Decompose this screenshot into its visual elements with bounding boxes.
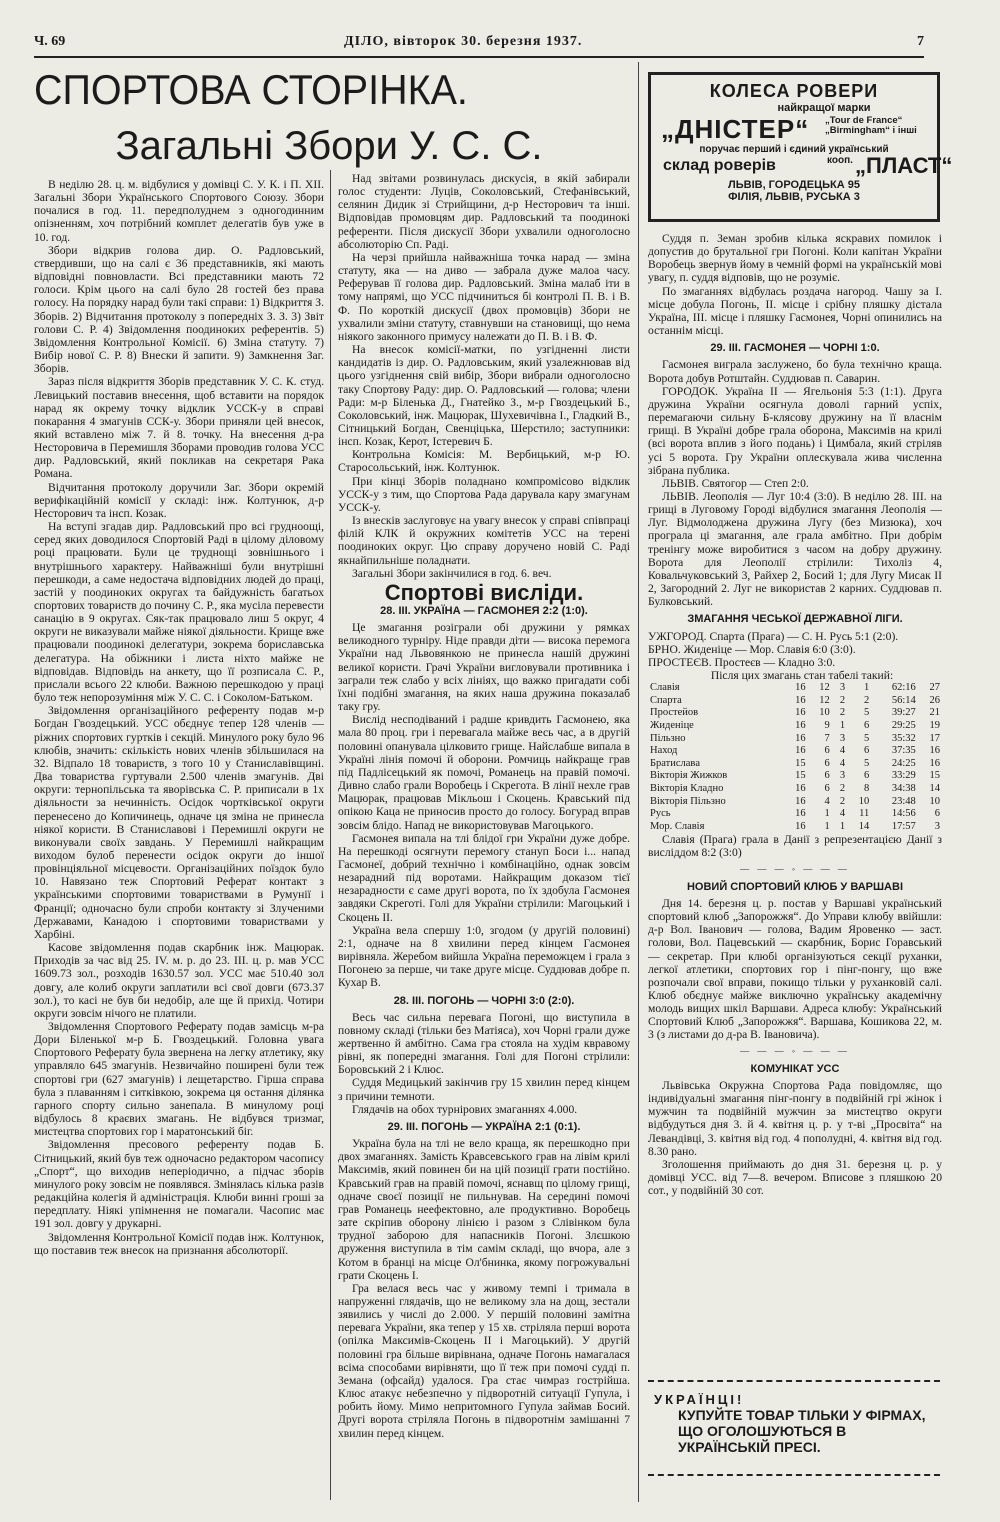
team-name: Наход: [650, 745, 678, 757]
table-cell: 26: [929, 694, 940, 706]
table-cell: 10: [819, 707, 830, 719]
paragraph: Гра велася весь час у живому темпі і тримала в напруженні глядачів, що не великому зла на дощ, зестали зявились у числі до 2.000. У першій половині замітна перевага України, яка тепер у 15 хв. стріляла перші ворота (опілка Максимів-Скоцень II і Магоцький). У другій половині гра більше вирівнана, одначе Погонь намагалася всіма способами вирівняти, що її теж при помочі судді п. Земана (офсайд) удалося. Гра стає чимраз гострійша. Клюс атакує небезпечно у підворотній ситуації Гупула, і робить йому. Мимо непритомного Гупула займав Босий. Другі ворота стріляла Погонь в підворотнім замішанні 7 хвилин перед кінцем.: [338, 1281, 630, 1440]
table-cell: 62:16: [891, 682, 916, 694]
league-table: [648, 682, 942, 833]
team-name: Русь: [650, 808, 671, 820]
column-rule: [330, 170, 331, 1500]
match-heading: 28. III. ПОГОНЬ — ЧОРНІ 3:0 (2:0).: [393, 994, 575, 1007]
ad-subline: найкращої марки: [777, 102, 871, 114]
table-cell: 14:56: [891, 808, 916, 820]
paragraph: ГОРОДОК. Україна II — Ягельонія 5:3 (1:1). Друга дружина України осягнула доволі гарний успіх, перемагаючи сильну Б-клясову дружину на її власнім грищі. В Україні добре грала оборона, Максимів на крилі (всі ворота вплив з його подань) і Цимбала, який стріляв усі 5 ворота. Гру України оплескувала жива численна зібрана публика.: [648, 384, 942, 477]
table-cell: 3: [839, 732, 846, 744]
league-table-row: [648, 682, 942, 695]
table-cell: 15: [795, 757, 806, 769]
paragraph: В неділю 28. ц. м. відбулися у домівці С. У. К. і П. XII. Загальні Збори Українського Спортового Союзу. Збори почалися в год. 11. передполуднем з одногодинним опізненням, хоч потрібний комплет делегатів був уже в 10. год.: [34, 178, 324, 244]
team-name: Мор. Славія: [650, 820, 705, 832]
article-column-2: [338, 172, 630, 1498]
paragraph: Весь час сильна перевага Погоні, що виступила в повному складі (тільки без Матіяса), хоч Чорні грали дуже жертвенно й амбітно. Сама гра стояла на худім квравому рівні, як попередні змагання. Голі для Погоні стрілили: Боровський 2 і Клюс.: [338, 1010, 630, 1077]
table-cell: 23:48: [891, 795, 916, 807]
table-cell: 8: [864, 782, 870, 794]
paragraph: Глядачів на обох турнірових змаганнях 4.000.: [352, 1102, 578, 1116]
table-cell: 16: [795, 782, 806, 794]
table-cell: 1: [824, 820, 830, 832]
ad-address-2: ФІЛІЯ, ЛЬВІВ, РУСЬКА 3: [728, 191, 860, 203]
league-table-row: [648, 770, 942, 783]
paragraph: Відчитання протоколу доручили Заг. Збори окремій верифікаційній комісії у складі: інж. Колтунюк, д-р Несторович та інсп. Козак.: [34, 480, 324, 520]
paragraph: Україна вела спершу 1:0, згодом (у другій половині) 2:1, одначе на 8 хвилини перед кінцем Гасмонея вирівняла. Жеребом вийшла Україна переможцем і грала з Погонею за перше, чи таке друге місце. Суддював добре п. Кухар В.: [338, 923, 630, 990]
table-cell: 11: [859, 808, 870, 820]
paragraph: Звідомлення пресового референту подав Б. Сітницький, який був теж одночасно редактором часопису „Спорт“, що виходив неперіодично, а підчас зборів минулого року зовсім не появлявся. Змінялась кілька разів редакційна колегія й адміністрація. Клюби винні гроші за передплату. Ніякі упімнення не помагали. Часопис має 191 зол. довгу у друкарні.: [34, 1138, 324, 1231]
paragraph: ЛЬВІВ. Леополія — Луг 10:4 (3:0). В неділю 28. III. на грищі в Луговому Городі відбулися змагання Леополія — Луг. Відмолоджена дружина Лугу (без Мизюка), хоч програла ці змагання, але грала амбітно. При добрім тренінгу може виробитися з часом на добру дружину. Ворота для Леополії стрілили: Тихоліз 4, Ковальчуковський 3, Райхер 2, Босий 1; для Лугу Мисак II 2, Загородний 2. Луг не використав 2 карних. Суддював п. Булковський.: [648, 489, 942, 609]
table-cell: 27: [929, 682, 940, 694]
paragraph: Загальні Збори закінчилися в год. 6. веч.: [352, 566, 552, 580]
paragraph: Гасмонея випала на тлі блідої гри України дуже добре. На перешкоді осягнути перемогу стануп Боси і... напад Гасмонеї, добрий технічно і комбінаційно, однак зовсім незарадний під воротами. Найкращим доказом тієї незарадности є саме другі ворота, по їх здобула Гасмонея завдяки Скреготі. Голі для України стрілили: Магоцький і Скоцень II.: [338, 831, 630, 924]
newspaper-masthead: ДІЛО, вівторок 30. березня 1937.: [344, 34, 583, 49]
table-cell: 3: [934, 820, 940, 832]
table-cell: 9: [824, 719, 830, 731]
table-cell: 7: [824, 732, 830, 744]
match-heading: 29. III. ГАСМОНЕЯ — ЧОРНІ 1:0.: [710, 342, 880, 355]
league-table-row: [648, 796, 942, 809]
table-cell: 3: [839, 682, 846, 694]
club-heading: НОВИЙ СПОРТОВИЙ КЛЮБ У ВАРШАВІ: [686, 880, 904, 893]
table-cell: 6: [824, 745, 830, 757]
table-cell: 1: [864, 682, 870, 694]
column-rule: [638, 62, 639, 1502]
table-cell: 15: [795, 770, 806, 782]
paragraph: Україна була на тлі не вело краща, як перешкодно при двох змаганнях. Замість Кравсевського грав на лівім крилі Максимів, який повинен би на цій позиції грати постійно. Кравський грав на правій помочі, яснавщ по цілому грищі, одначе своєї позиції не пильнував. На середині помочі грав Романець неефектовно, але продуктивно. Воробець зате скріпив оборону лінією і разом з Слівінком була трудної заборою для напасників Погоні. Злєшкою друження виступила в тім самім складі, що вчора, але з Котом в бранці на місце Ол'бнинка, якому погрожувальні грати Скоцень I.: [338, 1137, 630, 1282]
table-cell: 34:38: [891, 782, 916, 794]
bicycle-advertisement: [648, 72, 953, 222]
paragraph: Гасмонея виграла заслужено, бо була технічно краща. Ворота добув Ротштайн. Суддював п. Саварин.: [648, 358, 942, 385]
paragraph: Звідомлення Контрольної Комісії подав інж. Колтунюк, що поставив теж внесок на признання абсолюторії.: [34, 1230, 324, 1257]
buy-ukrainian-advertisement: [648, 1380, 940, 1476]
league-table-row: [648, 821, 942, 834]
league-table-row: [648, 695, 942, 708]
league-table-row: [648, 720, 942, 733]
team-name: Вікторія Жижков: [650, 770, 728, 782]
table-cell: 6: [824, 770, 830, 782]
match-heading: 28. III. УКРАЇНА — ГАСМОНЕЯ 2:2 (1:0).: [380, 605, 588, 617]
paragraph: Збори відкрив голова дир. О. Радловський, ствердивши, що на салі є 36 представників, які мають відповідні повновласти. Всі представники мають 72 голоси. Крім цього на салі було 28 гостей без права голосу. На порядку нарад були такі справи: 1) Відкриття З. Зборів. 2) Відчитання протоколу з попередніх З. З. 3) Звіт голови С. Р. 4) Звідомлення поодиноких референтів. 5) Звідомлення Контрольної Комісії. 6) Зміна статуту. 7) Вибір нової С. Р. 8) Внески й запити. 9) Замкнення Заг. Зборів.: [34, 243, 324, 376]
table-cell: 17: [929, 732, 940, 744]
table-cell: 16: [795, 732, 806, 744]
table-cell: 16: [795, 820, 806, 832]
table-cell: 5: [864, 732, 870, 744]
table-cell: 19: [929, 719, 940, 731]
table-cell: 16: [795, 745, 806, 757]
league-table-row: [648, 808, 942, 821]
table-cell: 2: [864, 694, 870, 706]
paragraph: Вислід несподіваний і радше кривдить Гасмонею, яка мала 80 проц. гри і перевагала майже весь час, а в другій половині опанувала цілковито грище. Найслабше випала в Україні лінія помочі й оборони. Ромчиць найкраще грав під Падлісецький як помочі, Романець на правій помочі. Дивно слабо грали Воробець і Скрегота. В лінії нехле грав Мацюрак, працював Мікльош і Скоцень. Кравський під опікою Каца не приносив просто до голосу. Богурад вправ зовсім блідо. Напад не використовував Магоцького.: [338, 713, 630, 832]
communique-heading: КОМУНІКАТ УСС: [750, 1062, 840, 1075]
table-cell: 16: [795, 795, 806, 807]
table-cell: 10: [929, 795, 940, 807]
team-name: Братиславa: [650, 757, 701, 769]
table-cell: 6: [824, 757, 830, 769]
paragraph: Звідомлення організаційного референту подав м-р Богдан Гвоздецький. УСС обєднує тепер 128 членів — ріжних спортових гуртків і секцій. Минулого року було 96 клюбів, значить: скількість нових членів збільшилася на 32. Відпало 18 товариств, з того 10 у Станиславівщині. Два товариства гуртували 2.500 членів змагунів. Дві округи: тернопільська та яворівська С. Р. приписали в 1х діяльности за нечинність. Осідок чортківської округи перенесено до Копичинець, одначе ця зміна не принесла ніякої користи. В Станиславові і Перемишлі округи не виконували своїх завдань. У Перемишлі найкращим виходом булоб перенести осідок округи до іншої провінціяльної місцевости. Організаційних поїздок було 10. Навязано теж Спортовий Реферат контакт з українськими спортовими товариствами в Румунії і Франції; одночасно були спроби контакту зі Злученими Державами, Канадою і спортовими товариствами у Харбіні.: [34, 704, 324, 941]
table-cell: 14: [929, 782, 940, 794]
page-header: [34, 34, 924, 56]
paragraph: Суддя п. Земан зробив кілька яскравих помилок і допустив до брутальної гри Погоні. Коли капітан України Воробець звернув йому в чемній формі на українській мові увагу, п. суддя відповів, що не розуміє.: [648, 232, 942, 285]
table-cell: 2: [839, 795, 846, 807]
table-cell: 6: [864, 745, 870, 757]
table-cell: 4: [839, 745, 846, 757]
paragraph: Над звітами розвинулась дискусія, в якій забирали голос студенти: Луців, Соколовський, Стефанівський, селянин Дидик зі Стрийщини, д-р Несторович та інші. Відповідав промовцям дир. Радловський та поодинокі референти. Після дискусії Збори ухвалили одноголосно абсолюторію Сп. Раді.: [338, 172, 630, 251]
table-cell: 16: [795, 707, 806, 719]
table-cell: 33:29: [891, 770, 916, 782]
ad-recommendation: поручає перший і єдиний український: [699, 144, 889, 155]
table-cell: 14: [858, 820, 870, 832]
table-cell: 6: [864, 770, 870, 782]
table-cell: 37:35: [891, 745, 916, 757]
paragraph: При кінці Зборів поладнано компромісово відклик УССК-у з тим, що Спортова Рада дарувала кару змагунам УССК-у.: [338, 474, 630, 514]
paragraph: На черзі прийшла найважніша точка нарад — зміна статуту, яка — на диво — забрала дуже малоа часу. Реферував її голова дир. Радловський. Зміна малаб іти в тому напрямі, що УСС підчиниться бі контролі П. В. і В. Ф. По короткій дискусії (двох промовців) Збори не ухвалили зміни статуту, ставнувши на становищі, що нема ніякого законного примусу належати до П. В. і В. Ф.: [338, 250, 630, 343]
paragraph: По змаганнях відбулась роздача нагород. Чашу за I. місце добула Погонь, II. місце і срібну пляшку дістала Україна, III. місце і пляшку Гасмонея, Чорні опинились на останнім місці.: [648, 284, 942, 338]
table-cell: 16: [795, 694, 806, 706]
results-heading: Спортові висліди.: [384, 579, 584, 605]
table-cell: 6: [824, 782, 830, 794]
table-cell: 2: [839, 694, 846, 706]
paragraph: Суддя Медицький закінчив гру 15 хвилин перед кінцем з причини темноти.: [338, 1076, 630, 1103]
table-cell: 16: [929, 757, 940, 769]
ad-coop-label: коoп.: [827, 155, 853, 166]
ad-message: КУПУЙТЕ ТОВАР ТІЛЬКИ У ФІРМАХ, ЩО ОГОЛОШУЮТЬСЯ В УКРАЇНСЬКІЙ ПРЕСІ.: [678, 1407, 926, 1455]
team-name: Вікторія Пільзно: [650, 795, 726, 807]
paragraph: Славія (Прага) грала в Данії з репрезентацією Данії з висліддом 8:2 (3:0): [648, 833, 942, 860]
table-cell: 21: [929, 707, 940, 719]
paragraph: ЛЬВІВ. Святогор — Степ 2:0.: [662, 476, 809, 490]
paragraph: На внесок комісії-матки, по узгідненні листи кандидатів із дир. О. Радловським, який узалежнював від цього узгіднення свій вибір, Збори вибрали одноголосно таку Спортову Раду: дир. О. Радловський — голова; члени Ради: м-р Біленька Д., Гнатейко З., м-р Гвоздецький Б., Соколовський, інж. Мацюрак, Шухевичівна І., Гладкий В., Сітницький Богдан, Свенціцька, Шерстило; заступники: інсп. Козак, Керот, Істеревич Б.: [338, 343, 630, 449]
table-cell: 6: [934, 808, 940, 820]
table-cell: 12: [819, 682, 830, 694]
team-name: Спарта: [650, 694, 682, 706]
paragraph: На вступі згадав дир. Радловський про всі грудноощі, серед яких доводилося Спортовій Раді в цілому діловому році працювати. Були це труднощі зовнішнього і внутрішнього характеру. Найважніші були внутрішні перешкоди, а саме недостача відповідних людей до праці, застій у поодиноких округах та байдужність багатьох спортових товариств до почину С. Р., яка мусіла перевести санацію в 9 округах. Сяк-так працювало лиш 5 округ, 4 округи не виказували майже ніякої діяльности. Крище вже працювали поодинокі делегатури, зокрема бориславська делегатура. На обіжники і листа ніхто майже не відповідав. Відповідь на анкету, що її розписала С. Р., прислали всього 22 клюби. Важною перешкодою у праці було теж непорозуміння між У. С. С. і Соколом-Батьком.: [34, 520, 324, 705]
table-cell: 5: [864, 757, 870, 769]
team-name: Пільзно: [650, 732, 686, 744]
ad-address-1: ЛЬВІВ, ГОРОДЕЦЬКА 95: [728, 179, 860, 191]
ad-brand-side-1: „Tour de France“: [825, 115, 903, 126]
ad-brand: „ДНІСТЕР“: [661, 114, 810, 144]
article-column-1: [34, 178, 324, 1498]
header-rule: [34, 56, 924, 58]
table-cell: 4: [824, 795, 830, 807]
table-cell: 5: [864, 707, 870, 719]
league-table-row: [648, 707, 942, 720]
ad-store-label: склад роверів: [663, 157, 776, 174]
table-cell: 4: [839, 757, 846, 769]
league-table-row: [648, 783, 942, 796]
article-column-3: [648, 232, 942, 1374]
table-cell: 2: [839, 782, 846, 794]
issue-number: Ч. 69: [34, 34, 66, 49]
team-name: Вікторія Кладно: [650, 782, 724, 794]
table-cell: 6: [864, 719, 870, 731]
table-cell: 1: [824, 808, 830, 820]
table-cell: 39:27: [891, 707, 916, 719]
ad-headline: КОЛЕСА РОВЕРИ: [709, 81, 879, 101]
league-result: УЖГОРОД. Спарта (Прага) — С. Н. Русь 5:1 (2:0).: [648, 629, 899, 643]
ad-brand-side: [825, 116, 917, 136]
table-cell: 17:57: [891, 820, 916, 832]
paragraph: Дня 14. березня ц. р. постав у Варшаві український спортовий клюб „Запорожжя“. До Управи клюбу ввійшли: д-р Вол. Іванович — голова, Вадим Яровенко — заст. голови, Вол. Пацевський — скарбник, Борис Горавський — секретар. При клюбі організуються секції руханки, легкої атлетики, спортових гор і пінг-понгу, що вже розпочали свої вправи, покищо тільки у руханковій салі. Клюб обєднує майже виключно українську академічну молодь вищих шкіл Варшави. Адреса клюбу: Український Спортовий Клюб „Запорожжя“. Варшава, Кошикова 22, м. 3 (з листами до д-ра В. Івановича).: [648, 896, 942, 1042]
table-cell: 16: [795, 719, 806, 731]
section-divider: — — — ◦ — — —: [740, 1045, 850, 1056]
league-table-row: [648, 758, 942, 771]
ad-store-name: „ПЛАСТ“: [855, 153, 953, 178]
table-cell: 12: [819, 694, 830, 706]
table-cell: 4: [839, 808, 846, 820]
table-cell: 56:14: [891, 694, 916, 706]
match-heading: 29. III. ПОГОНЬ — УКРАЇНА 2:1 (0:1).: [387, 1120, 581, 1133]
paragraph: Звідомлення Спортового Реферату подав замісць м-ра Дори Біленької м-р Б. Гвоздецький. Головна увага Спортового Реферату була звернена на легку атлетику, яку управляло 645 змагунів. Незвичайно поширені були теж спортові гри (627 змагунів) і лещетарство. Гірша справа була з плаванням і ситківкою, зокрема ця остання ділянка гарного спорту сильно занепала. В минулому році відбулось 8 краєвих змагань. Не відбувся тризмаг, мистецтва спортових гор і маратонський біг.: [34, 1020, 324, 1139]
table-cell: 1: [839, 719, 846, 731]
league-intro: Після цих змагань стан табелі такий:: [710, 669, 894, 682]
table-cell: 3: [839, 770, 846, 782]
table-cell: 29:25: [891, 719, 916, 731]
paragraph: Зараз після відкриття Зборів представник У. С. К. студ. Левицький поставив внесення, щоб вставити на порядок нарад як окрему точку відклик УССК-у в справі покарання 4 змагунів ССК-у. Збори приняли цей внесок, який вставлено між 7. й 8. точку. На внесення д-ра Несторовича в Перемишля Зборами проводив голова УСС дир. Радловський, який покликав на секретаря Рака Романа.: [34, 375, 324, 481]
ad-callout: УКРАЇНЦІ!: [654, 1392, 745, 1407]
paragraph: Це змагання розіграли обі дружини у рямках великодного турніру. Ніде правди діти — висока перемога України над Львовянкою не принесла нашій дружині великої користи. Грачі України вигловували противника і заграли теж слабо у всіх лініях, що важко пригадати собі їхні подібні змагання, на яких наша дружина показалаб таку гру.: [338, 621, 630, 714]
table-cell: 15: [929, 770, 940, 782]
team-name: Простейов: [650, 707, 699, 719]
page-number: 7: [917, 34, 924, 49]
ad-brand-side-2: „Birmingham“ і інші: [825, 125, 917, 136]
league-table-row: [648, 745, 942, 758]
table-cell: 16: [795, 682, 806, 694]
table-cell: 2: [839, 707, 846, 719]
team-name: Славія: [650, 682, 680, 694]
league-result: ПРОСТЕЄВ. Простеєв — Кладно 3:0.: [648, 655, 836, 669]
paragraph: Контрольна Комісія: М. Вербицький, м-р Ю. Старосольський, інж. Колтунюк.: [338, 448, 630, 475]
paragraph: Касове звідомлення подав скарбник інж. Мацюрак. Приходів за час від 25. IV. м. р. до 23. III. ц. р. мав УСС 1609.73 зол., розходів 1630.57 зол. УСС має 510.40 зол довгу, але колиб округи заплатили всі свої довги (673.37 зол.), то касі не був би недобір, але ще й прихід. Чотири округи зовсім нічого не платили.: [34, 941, 324, 1020]
table-cell: 35:32: [891, 732, 916, 744]
paragraph: Зголошення приймають до дня 31. березня ц. р. у домівці УСС. від 7—8. вечером. Вписове з пляшкою 20 сот., у подвійній 30 сот.: [648, 1157, 942, 1198]
league-result: БРНО. Жиденіце — Мор. Славія 6:0 (3:0).: [648, 642, 856, 656]
table-cell: 16: [929, 745, 940, 757]
league-heading: ЗМАГАННЯ ЧЕСЬКОЇ ДЕРЖАВНОЇ ЛІГИ.: [687, 613, 903, 626]
table-cell: 24:25: [891, 757, 916, 769]
team-name: Жиденіце: [650, 719, 694, 731]
article-title: Загальні Збори У. С. С.: [115, 124, 543, 168]
table-cell: 10: [858, 795, 870, 807]
table-cell: 16: [795, 808, 806, 820]
table-cell: 1: [839, 820, 846, 832]
paragraph: Львівська Окружна Спортова Рада повідомляє, що індивідуальні змагання пінг-понгу в подвійній грі жінок і мужчин та подвійній мужчин за мистецтво округи відбудуться дня 3. й 4. квітня ц. р. у т-ві „Просвіта“ на Левандівці, 3. квітня від год. 4 пополудні, 4. квітня від год. 8.30 рано.: [648, 1078, 942, 1158]
paragraph: Із внесків заслуговує на увагу внесок у справі співпраці філій КЛК й окружних комітетів УСС на терені поодиноких округ. Цю справу доручено новій С. Раді якнайпильніше поладнати.: [338, 514, 630, 567]
section-divider: — — — ◦ — — —: [740, 863, 850, 874]
section-title: СПОРТОВА СТОРІНКА.: [34, 66, 468, 113]
league-table-row: [648, 733, 942, 746]
